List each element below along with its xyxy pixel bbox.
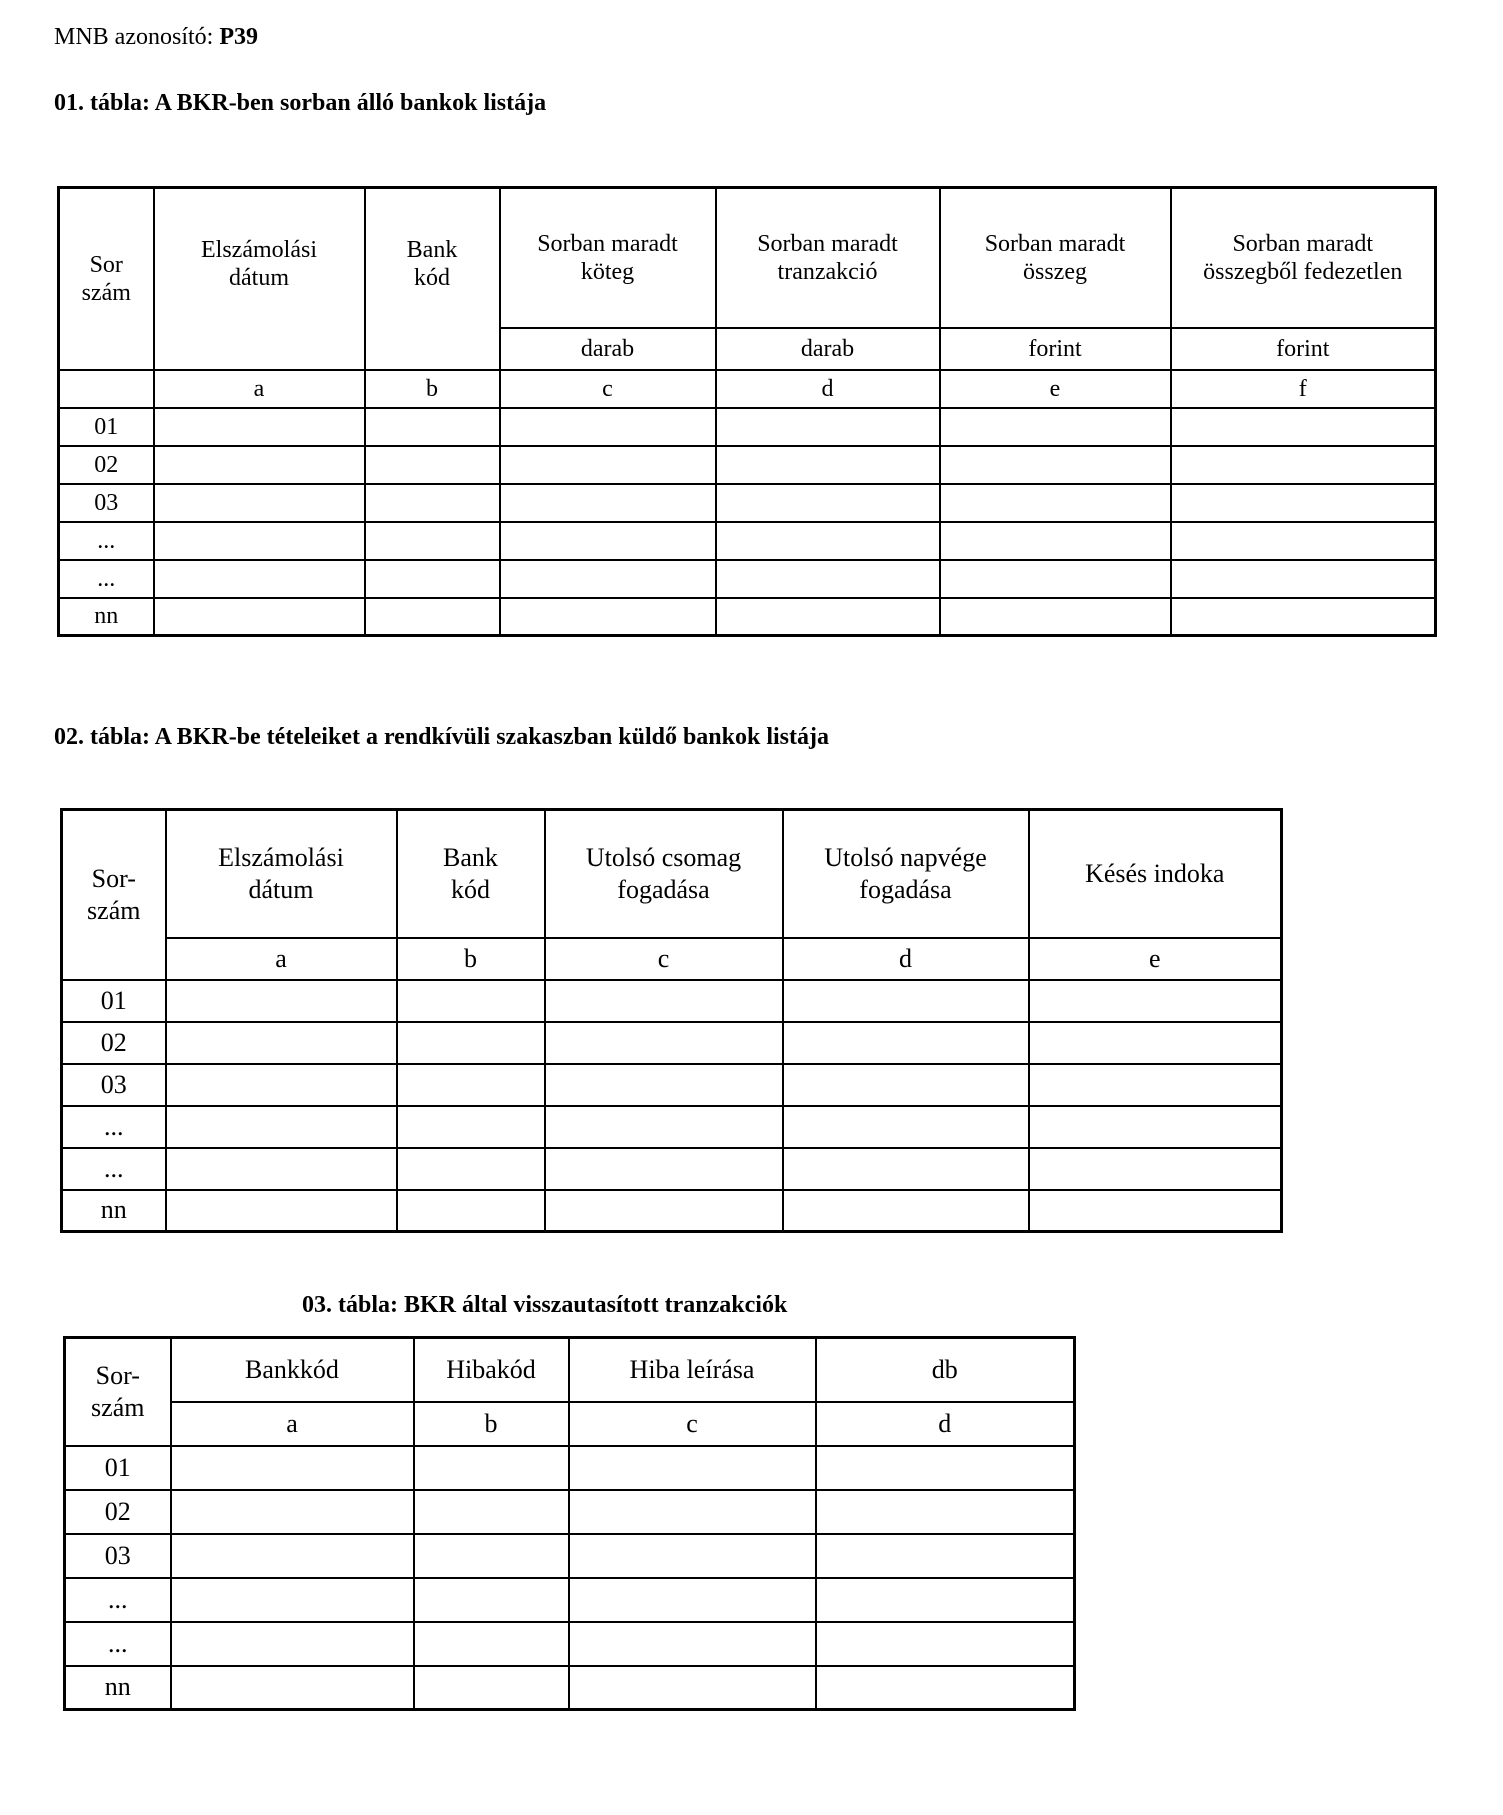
table-cell[interactable]: [940, 484, 1171, 522]
table-cell[interactable]: [365, 446, 500, 484]
header-line: Sor-: [91, 863, 136, 893]
table-cell[interactable]: [500, 560, 716, 598]
table1-unit: forint: [940, 328, 1171, 370]
table-cell[interactable]: [783, 1022, 1029, 1064]
table-cell[interactable]: [940, 560, 1171, 598]
header-line: dátum: [248, 874, 314, 904]
mnb-identifier: [54, 22, 258, 52]
table-cell[interactable]: [940, 598, 1171, 636]
table-cell[interactable]: [500, 522, 716, 560]
table-cell[interactable]: [783, 1190, 1029, 1232]
table1-letter: b: [365, 370, 500, 408]
table-row: [62, 1106, 1282, 1148]
table3-letter: c: [569, 1402, 816, 1446]
header-line: szám: [91, 1392, 145, 1422]
table-cell[interactable]: [171, 1534, 414, 1578]
header-line: fogadása: [617, 874, 710, 904]
table-cell[interactable]: [816, 1490, 1075, 1534]
table-cell[interactable]: [545, 1148, 783, 1190]
header-line: szám: [81, 279, 131, 306]
table2-col-e-header: Késés indoka: [1029, 810, 1282, 938]
table-cell[interactable]: [154, 446, 365, 484]
table-row: [62, 1190, 1282, 1232]
row-number: 03: [62, 1064, 166, 1106]
header-line: Sorban maradt: [757, 230, 898, 257]
header-line: összeg: [1023, 258, 1087, 285]
table-row: [62, 1148, 1282, 1190]
table2-col-d-header: [783, 810, 1029, 938]
table3-letter: b: [414, 1402, 569, 1446]
table-cell[interactable]: [1171, 522, 1436, 560]
table1-title: 01. tábla: A BKR-ben sorban álló bankok listája: [54, 90, 547, 116]
table1-unit: darab: [716, 328, 940, 370]
table-cell[interactable]: [1029, 1190, 1282, 1232]
table2-letter: b: [397, 938, 545, 980]
table-row: [59, 484, 1436, 522]
header-line: szám: [87, 895, 141, 925]
table2-letter: e: [1029, 938, 1282, 980]
table-row: [65, 1578, 1075, 1622]
row-number: 02: [65, 1490, 171, 1534]
table-cell[interactable]: [816, 1446, 1075, 1490]
table1-letter: d: [716, 370, 940, 408]
table1-col-e-header: [940, 188, 1171, 328]
table-cell[interactable]: [166, 1190, 397, 1232]
table-cell[interactable]: [783, 1064, 1029, 1106]
table1-col-f-header: [1171, 188, 1436, 328]
header-line: Sor-: [95, 1360, 140, 1390]
table-row: [59, 446, 1436, 484]
row-number: 02: [59, 446, 154, 484]
table-cell[interactable]: [940, 446, 1171, 484]
table-cell[interactable]: [414, 1490, 569, 1534]
table-cell[interactable]: [783, 980, 1029, 1022]
table-row: [65, 1534, 1075, 1578]
header-line: tranzakció: [777, 258, 878, 285]
row-number: ...: [65, 1622, 171, 1666]
table-cell[interactable]: [569, 1446, 816, 1490]
header-line: Sorban maradt: [1232, 230, 1374, 257]
row-number: 02: [62, 1022, 166, 1064]
row-number: nn: [62, 1190, 166, 1232]
row-number: 01: [65, 1446, 171, 1490]
row-number: 03: [59, 484, 154, 522]
table-cell[interactable]: [154, 522, 365, 560]
table-row: [59, 408, 1436, 446]
table-row: [62, 980, 1282, 1022]
table3-title: 03. tábla: BKR által visszautasított tranzakciók: [302, 1292, 788, 1318]
table3-letter: d: [816, 1402, 1075, 1446]
table-cell[interactable]: [397, 980, 545, 1022]
table-cell[interactable]: [171, 1490, 414, 1534]
table-row: [59, 560, 1436, 598]
table-cell[interactable]: [397, 1064, 545, 1106]
table-cell[interactable]: [171, 1666, 414, 1710]
row-number: ...: [62, 1106, 166, 1148]
table-cell[interactable]: [716, 598, 940, 636]
table1-letter: e: [940, 370, 1171, 408]
table2-rownum-header: [62, 810, 166, 980]
header-line: Sor: [89, 251, 123, 278]
table1-col-c-header: [500, 188, 716, 328]
table-cell[interactable]: [365, 560, 500, 598]
table-cell[interactable]: [154, 408, 365, 446]
table-cell[interactable]: [154, 560, 365, 598]
table-cell[interactable]: [816, 1534, 1075, 1578]
table-cell[interactable]: [816, 1622, 1075, 1666]
header-line: összegből fedezetlen: [1203, 258, 1403, 285]
table-cell[interactable]: [154, 598, 365, 636]
table3-rownum-header: [65, 1338, 171, 1446]
table3: [63, 1336, 1076, 1711]
table2-letter: a: [166, 938, 397, 980]
table1-letter: a: [154, 370, 365, 408]
header-line: Sorban maradt: [537, 230, 678, 257]
table-cell[interactable]: [1171, 560, 1436, 598]
row-number: 01: [62, 980, 166, 1022]
header-line: Bank: [406, 236, 458, 263]
mnb-identifier-code: P39: [219, 24, 258, 50]
table-cell[interactable]: [414, 1534, 569, 1578]
table-cell[interactable]: [569, 1578, 816, 1622]
table-row: [65, 1666, 1075, 1710]
table-cell[interactable]: [1029, 1106, 1282, 1148]
table-cell[interactable]: [940, 522, 1171, 560]
table-cell[interactable]: [1029, 1148, 1282, 1190]
table-cell[interactable]: [783, 1106, 1029, 1148]
header-line: köteg: [580, 258, 635, 285]
row-number: ...: [62, 1148, 166, 1190]
table2-col-b-header: [397, 810, 545, 938]
table-cell[interactable]: [365, 484, 500, 522]
table-cell[interactable]: [816, 1578, 1075, 1622]
table-cell[interactable]: [166, 1148, 397, 1190]
table1-unit: forint: [1171, 328, 1436, 370]
table-cell[interactable]: [716, 408, 940, 446]
table2-letter: c: [545, 938, 783, 980]
table-cell[interactable]: [397, 1022, 545, 1064]
row-number: ...: [59, 560, 154, 598]
table-cell[interactable]: [716, 484, 940, 522]
row-number: nn: [59, 598, 154, 636]
table-cell[interactable]: [545, 1022, 783, 1064]
header-line: fogadása: [859, 874, 952, 904]
table-cell[interactable]: [414, 1666, 569, 1710]
table-cell[interactable]: [545, 1106, 783, 1148]
row-number: 01: [59, 408, 154, 446]
table-cell[interactable]: [166, 1064, 397, 1106]
table1-letter: c: [500, 370, 716, 408]
table-row: [59, 598, 1436, 636]
table-cell[interactable]: [569, 1490, 816, 1534]
table-cell[interactable]: [414, 1446, 569, 1490]
table1: [57, 186, 1437, 637]
header-line: Utolsó napvége: [824, 842, 987, 872]
table-cell[interactable]: [365, 408, 500, 446]
table-cell[interactable]: [397, 1190, 545, 1232]
header-line: kód: [414, 264, 450, 291]
table-cell[interactable]: [166, 1106, 397, 1148]
table1-unit: darab: [500, 328, 716, 370]
table-cell[interactable]: [414, 1578, 569, 1622]
table-cell[interactable]: [1029, 1064, 1282, 1106]
table2: [60, 808, 1283, 1233]
table-cell[interactable]: [569, 1666, 816, 1710]
table3-col-d-header: db: [816, 1338, 1075, 1402]
table-cell[interactable]: [1171, 598, 1436, 636]
table-cell[interactable]: [171, 1578, 414, 1622]
table-cell[interactable]: [154, 484, 365, 522]
table-cell[interactable]: [545, 980, 783, 1022]
table-row: [65, 1490, 1075, 1534]
table2-col-a-header: [166, 810, 397, 938]
table-cell[interactable]: [500, 484, 716, 522]
table3-col-b-header: Hibakód: [414, 1338, 569, 1402]
table-cell[interactable]: [1171, 408, 1436, 446]
table-cell[interactable]: [500, 408, 716, 446]
header-line: dátum: [229, 264, 289, 291]
table-cell[interactable]: [397, 1148, 545, 1190]
table-cell[interactable]: [1171, 446, 1436, 484]
table-cell[interactable]: [171, 1446, 414, 1490]
table-row: [59, 522, 1436, 560]
table-cell[interactable]: [171, 1622, 414, 1666]
table-cell[interactable]: [816, 1666, 1075, 1710]
row-number: ...: [65, 1578, 171, 1622]
table-cell[interactable]: [545, 1064, 783, 1106]
row-number: 03: [65, 1534, 171, 1578]
row-number: nn: [65, 1666, 171, 1710]
table1-letter-blank: [59, 370, 154, 408]
table-cell[interactable]: [500, 446, 716, 484]
header-line: Elszámolási: [218, 842, 344, 872]
table-cell[interactable]: [569, 1534, 816, 1578]
table3-letter: a: [171, 1402, 414, 1446]
table-cell[interactable]: [414, 1622, 569, 1666]
table-cell[interactable]: [365, 522, 500, 560]
header-line: Sorban maradt: [984, 230, 1126, 257]
table1-rownum-header: [59, 188, 154, 370]
table-cell[interactable]: [166, 1022, 397, 1064]
header-line: kód: [451, 874, 490, 904]
table2-col-c-header: [545, 810, 783, 938]
table-cell[interactable]: [716, 446, 940, 484]
table-cell[interactable]: [365, 598, 500, 636]
table2-letter: d: [783, 938, 1029, 980]
table-cell[interactable]: [397, 1106, 545, 1148]
table-row: [65, 1446, 1075, 1490]
table-cell[interactable]: [1171, 484, 1436, 522]
table1-col-d-header: [716, 188, 940, 328]
table2-title: 02. tábla: A BKR-be tételeiket a rendkívüli szakaszban küldő bankok listája: [54, 724, 830, 750]
header-line: Elszámolási: [201, 236, 317, 263]
table3-col-c-header: Hiba leírása: [569, 1338, 816, 1402]
table-cell[interactable]: [1029, 1022, 1282, 1064]
header-line: Utolsó csomag: [585, 842, 742, 872]
table-row: [62, 1022, 1282, 1064]
table-row: [62, 1064, 1282, 1106]
table-cell[interactable]: [500, 598, 716, 636]
header-line: Bank: [443, 842, 498, 872]
table-cell[interactable]: [569, 1622, 816, 1666]
table-cell[interactable]: [940, 408, 1171, 446]
row-number: ...: [59, 522, 154, 560]
table-cell[interactable]: [1029, 980, 1282, 1022]
table1-col-b-header: [365, 188, 500, 370]
table-cell[interactable]: [716, 522, 940, 560]
table-row: [65, 1622, 1075, 1666]
table1-col-a-header: [154, 188, 365, 370]
table1-letter: f: [1171, 370, 1436, 408]
table-cell[interactable]: [716, 560, 940, 598]
table-cell[interactable]: [166, 980, 397, 1022]
table3-col-a-header: Bankkód: [171, 1338, 414, 1402]
table-cell[interactable]: [545, 1190, 783, 1232]
table-cell[interactable]: [783, 1148, 1029, 1190]
mnb-identifier-label: MNB azonosító:: [54, 24, 214, 50]
